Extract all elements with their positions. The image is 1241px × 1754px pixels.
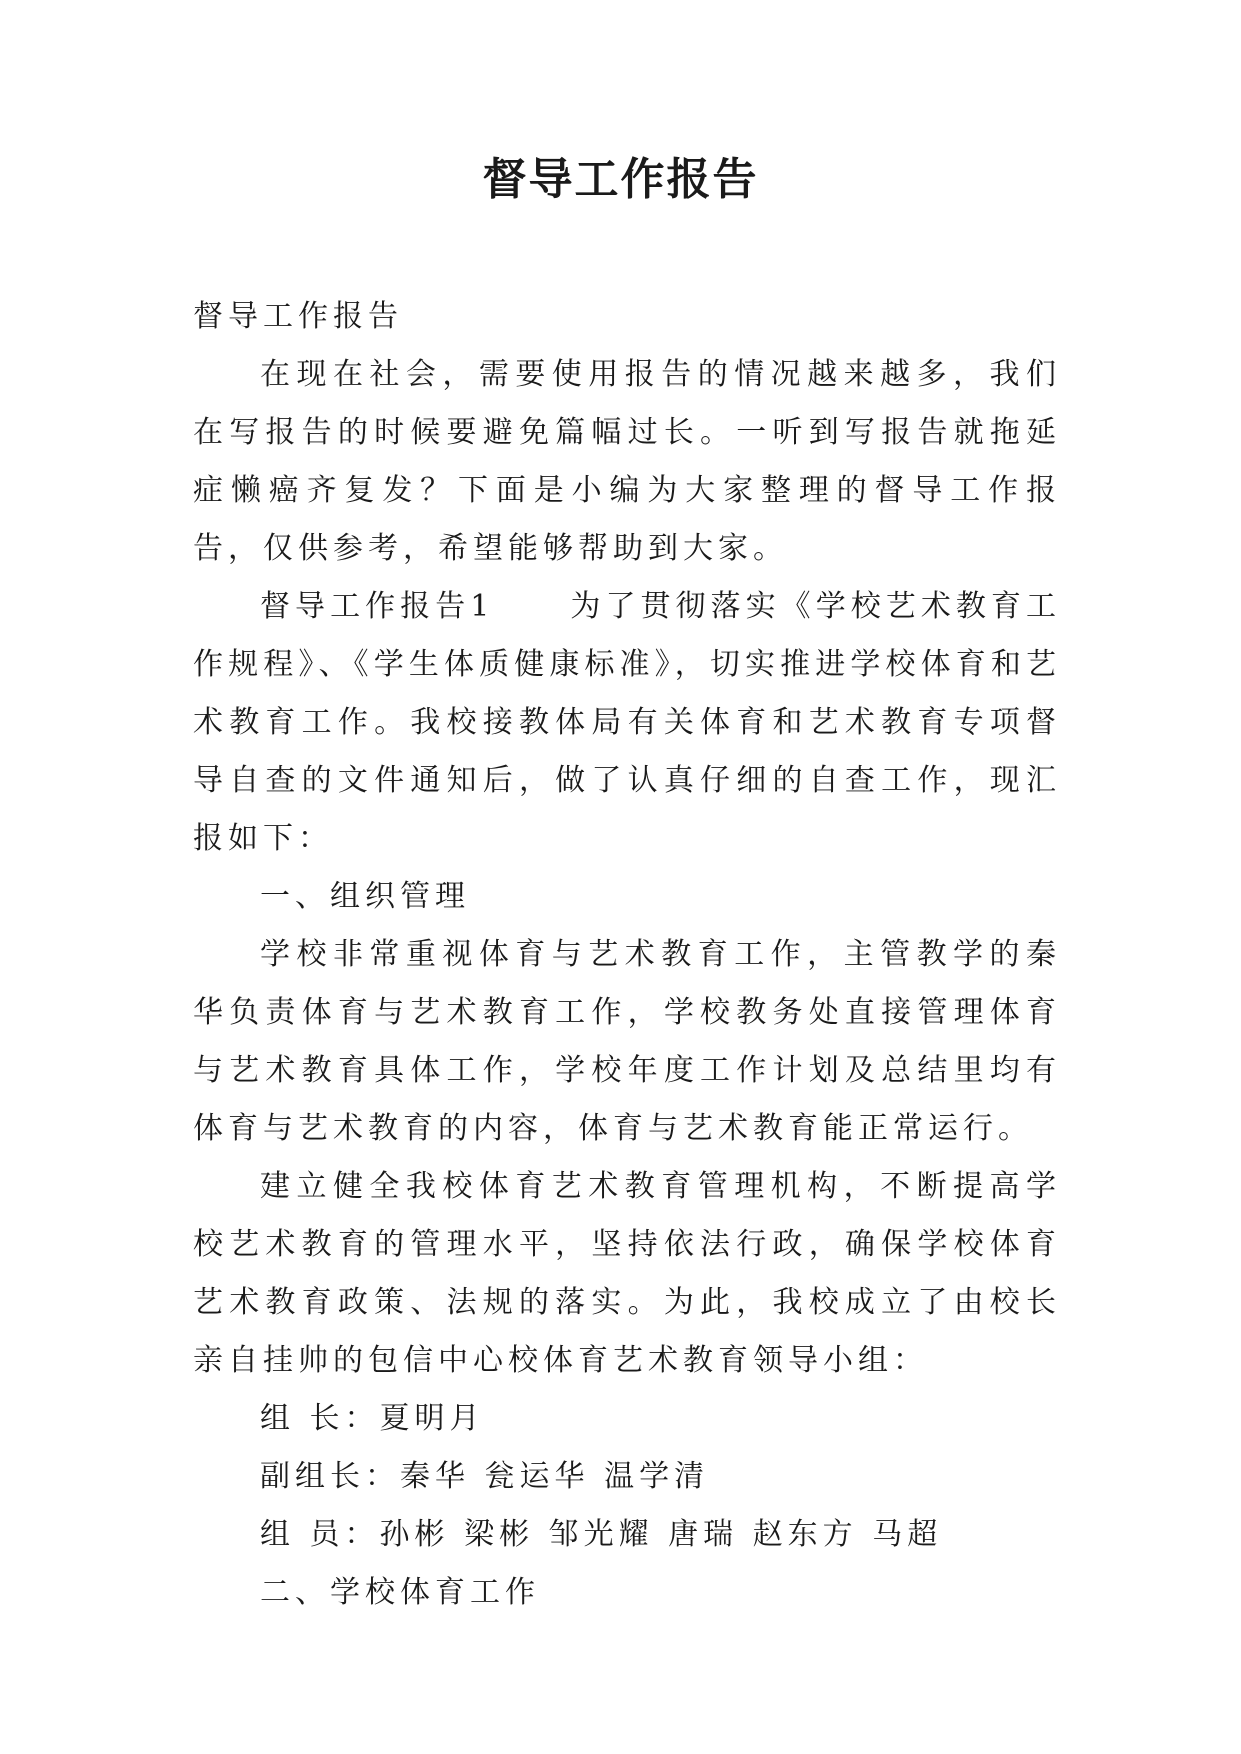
section-1-title: 一、组织管理 (260, 879, 470, 914)
team-members-line: 组 员：孙彬 梁彬 邹光耀 唐瑞 赵东方 马超 (260, 1517, 943, 1552)
document-subtitle: 督导工作报告 (193, 299, 403, 334)
report-1-text: 为了贯彻落实《学校艺术教育工作规程》、《学生体质健康标准》，切实推进学校体育和艺术教育工作。我校接教体局有关体育和艺术教育专项督导自查的文件通知后，做了认真仔细的自查工作，现汇报如下： (193, 589, 1061, 856)
team-leader-line: 组 长：夏明月 (260, 1401, 485, 1436)
document-title: 督导工作报告 (482, 154, 759, 205)
intro-paragraph: 在现在社会，需要使用报告的情况越来越多，我们在写报告的时候要避免篇幅过长。一听到写报告就拖延症懒癌齐复发？下面是小编为大家整理的督导工作报告，仅供参考，希望能够帮助到大家。 (193, 357, 1061, 566)
report-1-paragraph (193, 578, 1061, 868)
report-1-heading: 督导工作报告1 (260, 589, 495, 624)
section-2-title: 二、学校体育工作 (260, 1575, 540, 1610)
document-body (193, 288, 1061, 1622)
section-1-paragraph-2: 建立健全我校体育艺术教育管理机构，不断提高学校艺术教育的管理水平，坚持依法行政，确保学校体育艺术教育政策、法规的落实。为此，我校成立了由校长亲自挂帅的包信中心校体育艺术教育领导小组： (193, 1169, 1061, 1378)
section-1-paragraph-1: 学校非常重视体育与艺术教育工作，主管教学的秦华负责体育与艺术教育工作，学校教务处直接管理体育与艺术教育具体工作，学校年度工作计划及总结里均有体育与艺术教育的内容，体育与艺术教育能正常运行。 (193, 937, 1061, 1146)
team-deputy-line: 副组长：秦华 瓮运华 温学清 (260, 1459, 710, 1494)
